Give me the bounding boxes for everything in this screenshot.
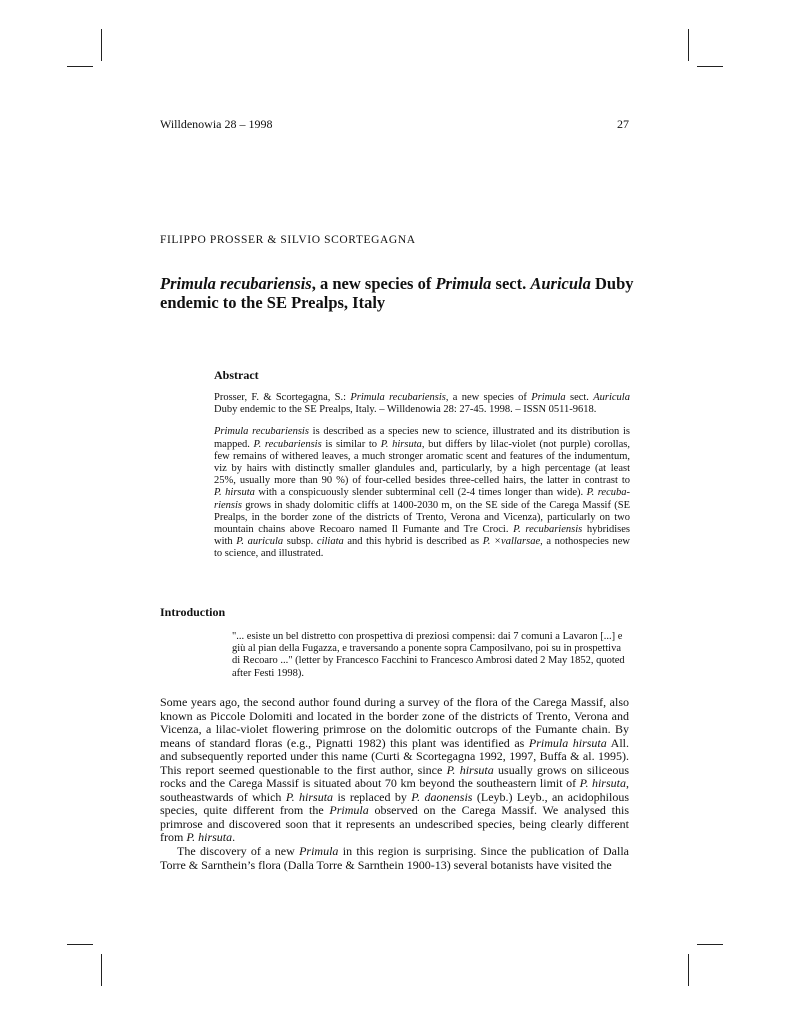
text-line <box>160 859 629 873</box>
text-run: mountain chains above Recoaro named Il Fumante and Tre Croci. <box>214 524 514 536</box>
text-run: is similar to <box>321 438 381 450</box>
journal-issue: Willdenowia 28 – 1998 <box>160 117 273 131</box>
introduction-body-text <box>160 696 629 872</box>
article-title <box>160 274 640 312</box>
italic-text: P. recubariensis <box>253 438 322 450</box>
text-line <box>214 392 630 404</box>
text-line <box>214 536 630 548</box>
italic-text: P. recubariensis <box>513 524 583 536</box>
text-run: from <box>160 830 187 845</box>
text-line <box>160 710 629 724</box>
italic-text: P. recuba- <box>586 487 630 499</box>
italic-text: Primula <box>299 844 339 859</box>
text-run: The discovery of a new <box>177 844 300 859</box>
text-run: Vicenza, a lilac-violet flowering primrose on the dolomitic outcrops of the Fumante chain. By <box>160 722 629 737</box>
italic-text: Primula <box>329 803 369 818</box>
text-run: , a new species of <box>445 392 532 403</box>
text-run: . <box>232 830 236 845</box>
text-run: hybridises <box>582 524 630 536</box>
text-run: Duby <box>590 274 634 293</box>
text-run: This report seemed questionable to the first author, since <box>160 762 447 777</box>
text-line <box>214 524 630 536</box>
text-run: All. <box>606 735 630 750</box>
quote-line: giù al pian della Fugazza, e traversando a ponente sopra Camposilvano, poi su in prospettiva <box>232 643 621 655</box>
text-line <box>214 512 630 524</box>
text-run: sect. <box>491 274 531 293</box>
title-line-1 <box>160 274 640 293</box>
text-run: to science, and illustrated. <box>214 548 324 560</box>
text-line <box>160 791 629 805</box>
crop-mark-top-left-horizontal <box>67 66 93 67</box>
text-run: 25%, usually more than 90 %) of four-celled besides three-celled hairs, the latter in contrast to <box>214 475 630 487</box>
text-line <box>160 764 629 778</box>
text-run: grows in shady dolomitic cliffs at 1400-2030 m, on the SE side of the Carega Massif (SE <box>242 499 630 511</box>
text-run: and this hybrid is described as <box>343 536 483 548</box>
abstract-heading: Abstract <box>214 368 259 382</box>
text-run: mapped. <box>214 438 254 450</box>
italic-text: Primula <box>435 274 492 293</box>
text-line <box>214 451 630 463</box>
italic-text: P. hirsuta <box>285 789 334 804</box>
text-run: few remains of withered leaves, a much stronger aromatic scent and features of the indumentum, <box>214 450 630 462</box>
text-line <box>160 737 629 751</box>
text-run: viz by hairs with distinctly smaller glandules and, particularly, by a high percentage (at least <box>214 463 630 475</box>
abstract-citation <box>214 392 630 416</box>
crop-mark-bottom-right-vertical <box>688 954 689 986</box>
text-run: , a new species of <box>311 274 436 293</box>
text-run: rocks and the Carega Massif is situated about 70 km beyond the southeastern limit of <box>160 776 580 791</box>
text-run: observed on the Carega Massif. We analysed this <box>368 803 629 818</box>
text-line <box>214 426 630 438</box>
crop-mark-bottom-left-horizontal <box>67 944 93 945</box>
text-run: Prealps, in the border zone of the districts of Trento, Verona and Vicenza), particularly on two <box>214 511 630 523</box>
text-run: known as Piccole Dolomiti and located in the border zone of the districts of Trento, Verona and <box>160 708 629 723</box>
text-line <box>160 723 629 737</box>
text-run: Prosser, F. & Scortegagna, S.: <box>214 392 351 403</box>
text-line <box>160 804 629 818</box>
italic-text: P. hirsuta <box>579 776 626 791</box>
text-line <box>160 750 629 764</box>
text-line <box>214 500 630 512</box>
quote-line: "... esiste un bel distretto con prospettiva di preziosi compensi: dai 7 comuni a Lavaron [...] e <box>232 631 623 642</box>
running-header <box>160 117 629 133</box>
italic-text: Primula recubariensis <box>350 392 446 403</box>
italic-text: Auricula <box>593 392 630 403</box>
text-run: with <box>214 536 237 548</box>
italic-text: Primula hirsuta <box>528 735 607 750</box>
italic-text: Auricula <box>530 274 591 293</box>
text-run: means of standard floras (e.g., Pignatti 1982) this plant was identified as <box>160 735 529 750</box>
crop-mark-top-right-horizontal <box>697 66 723 67</box>
text-run: is described as a species new to science, illustrated and its distribution is <box>308 426 630 438</box>
italic-text: Primula recubariensis <box>214 426 309 438</box>
text-line <box>214 463 630 475</box>
crop-mark-bottom-right-horizontal <box>697 944 723 945</box>
text-run: Torre & Sarnthein’s flora (Dalla Torre & Sarnthein 1900-13) several botanists have visited the <box>160 857 612 872</box>
text-line <box>214 475 630 487</box>
text-line <box>160 777 629 791</box>
text-run: and subsequently reported under this name (Curti & Scortegagna 1992, 1997, Buffa & al. 1995). <box>160 749 629 764</box>
text-line <box>160 845 629 859</box>
text-line <box>160 831 629 845</box>
italic-text: Primula <box>531 392 566 403</box>
text-line <box>214 548 630 560</box>
italic-text: P. auricula <box>236 536 284 548</box>
abstract-summary <box>214 426 630 560</box>
italic-text: ciliata <box>316 536 344 548</box>
text-run: primrose and discovered soon that it represents an undescribed species, being clearly different <box>160 816 629 831</box>
text-run: Some years ago, the second author found during a survey of the flora of the Carega Massif, also <box>160 695 629 709</box>
italic-text: P. hirsuta <box>446 762 494 777</box>
text-run: Duby endemic to the SE Prealps, Italy. – Willdenowia 28: 27-45. 1998. – ISSN 0511-9618. <box>214 404 597 416</box>
italic-text: P. hirsuta <box>380 438 422 450</box>
text-run: subsp. <box>283 536 317 548</box>
introduction-heading: Introduction <box>160 605 226 619</box>
text-line <box>160 818 629 832</box>
italic-text: Primula recubariensis <box>160 274 312 293</box>
page-number: 27 <box>617 117 629 131</box>
text-line <box>214 404 630 416</box>
text-run: is replaced by <box>333 789 412 804</box>
quote-line: after Festi 1998). <box>232 667 305 679</box>
text-run: with a conspicuously slender subterminal cell (2-4 times longer than wide). <box>254 487 587 499</box>
italic-text: P. hirsuta <box>186 830 233 845</box>
epigraph-quote <box>232 631 630 680</box>
text-line <box>160 696 629 710</box>
text-run: , a nothospecies new <box>540 536 630 548</box>
quote-line: di Recoaro ..." (letter by Francesco Facchini to Francesco Ambrosi dated 2 May 1852, quoted <box>232 655 625 667</box>
text-run: southeastwards of which <box>160 789 286 804</box>
text-run: in this region is surprising. Since the publication of Dalla <box>338 844 629 859</box>
italic-text: riensis <box>214 499 243 511</box>
text-line <box>214 487 630 499</box>
author-names: FILIPPO PROSSER & SILVIO SCORTEGAGNA <box>160 234 416 246</box>
italic-text: P. daonensis <box>411 789 473 804</box>
title-line-2: endemic to the SE Prealps, Italy <box>160 293 386 312</box>
text-run: , <box>626 776 629 791</box>
text-line <box>214 439 630 451</box>
text-run: (Leyb.) Leyb., an acidophilous <box>472 789 630 804</box>
text-run: species, quite different from the <box>160 803 330 818</box>
crop-mark-bottom-left-vertical <box>101 954 102 986</box>
abstract-section <box>214 368 630 571</box>
crop-mark-top-left-vertical <box>101 29 102 61</box>
text-run: sect. <box>565 392 594 403</box>
crop-mark-top-right-vertical <box>688 29 689 61</box>
text-run: , but differs by lilac-violet (not purple) corollas, <box>421 438 630 450</box>
italic-text: P. hirsuta <box>214 487 255 499</box>
italic-text: P. ×vallarsae <box>482 536 541 548</box>
text-run: usually grows on siliceous <box>493 762 629 777</box>
